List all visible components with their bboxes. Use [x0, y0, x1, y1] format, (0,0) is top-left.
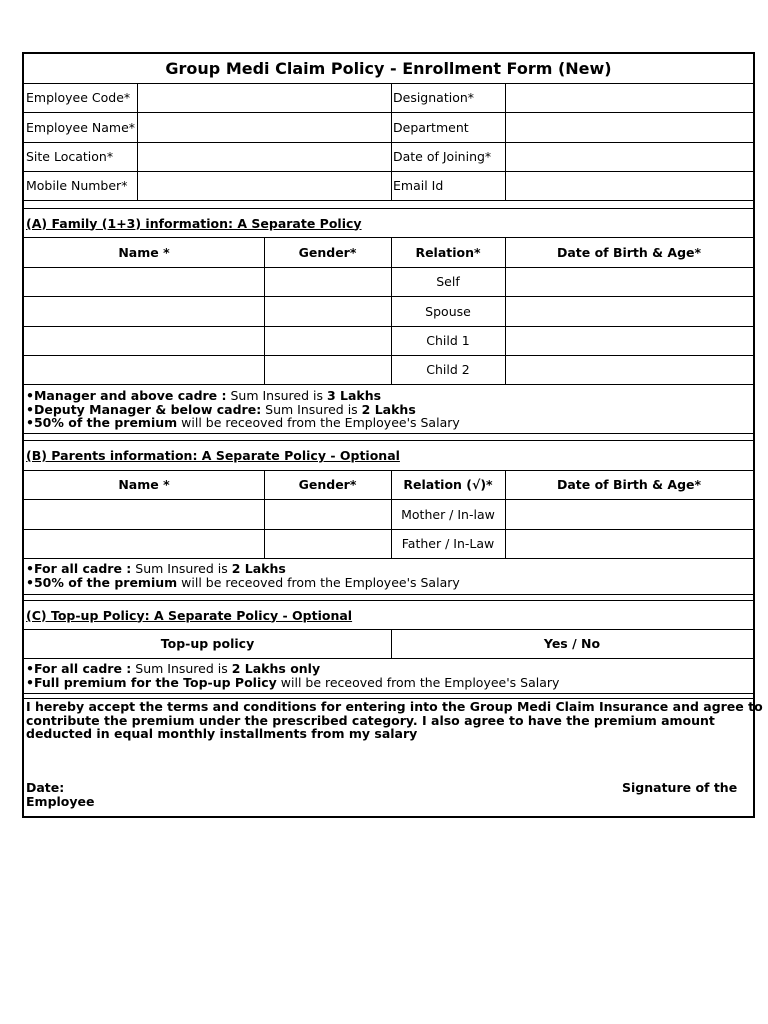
family-spouse-name-input[interactable]	[25, 297, 263, 325]
parents-father-name-input[interactable]	[25, 530, 263, 557]
parents-note-2: •50% of the premium will be receoved from the Employee's Salary	[26, 575, 460, 590]
date-label: Date:	[26, 780, 65, 795]
family-child1-gender-input[interactable]	[265, 327, 390, 354]
family-relation-child-1: Child 1	[426, 333, 470, 348]
email-id-label: Email Id	[393, 178, 444, 193]
family-child2-dob-input[interactable]	[506, 356, 752, 383]
topup-section-heading: (C) Top-up Policy: A Separate Policy - Optional	[26, 607, 353, 623]
topup-policy-label: Top-up policy	[160, 636, 255, 651]
site-location-label: Site Location*	[26, 149, 114, 164]
family-child2-gender-input[interactable]	[265, 356, 390, 383]
family-spouse-dob-input[interactable]	[506, 297, 752, 325]
topup-yes-no-field[interactable]: Yes / No	[543, 636, 601, 651]
parents-header-name: Name *	[118, 477, 170, 492]
parents-header-gender: Gender*	[298, 477, 357, 492]
employee-code-input[interactable]	[138, 84, 390, 111]
family-relation-self: Self	[436, 274, 460, 289]
parents-mother-name-input[interactable]	[25, 500, 263, 528]
declaration-line-3: deducted in equal monthly installments from my salary	[26, 726, 418, 741]
family-section-heading: (A) Family (1+3) information: A Separate Policy	[26, 215, 362, 231]
declaration-line-2: contribute the premium under the prescribed category. I also agree to have the premium amount	[26, 713, 715, 728]
employee-name-input[interactable]	[138, 113, 390, 141]
email-id-input[interactable]	[506, 172, 752, 199]
family-relation-spouse: Spouse	[425, 303, 471, 319]
parents-mother-gender-input[interactable]	[265, 500, 390, 528]
parents-relation-father: Father / In-Law	[401, 536, 495, 551]
parents-relation-mother: Mother / In-law	[401, 506, 495, 522]
date-of-joining-label: Date of Joining*	[393, 149, 492, 164]
family-relation-child-2: Child 2	[426, 362, 470, 377]
employee-name-label: Employee Name*	[26, 119, 136, 135]
family-spouse-gender-input[interactable]	[265, 297, 390, 325]
parents-mother-dob-input[interactable]	[506, 500, 752, 528]
family-note-3: •50% of the premium will be receoved from the Employee's Salary	[26, 415, 460, 430]
parents-section-heading: (B) Parents information: A Separate Policy - Optional	[26, 448, 400, 463]
family-note-2: •Deputy Manager & below cadre: Sum Insured is 2 Lakhs	[26, 402, 416, 417]
family-child1-name-input[interactable]	[25, 327, 263, 354]
department-input[interactable]	[506, 113, 752, 141]
mobile-number-label: Mobile Number*	[26, 178, 128, 193]
family-self-gender-input[interactable]	[265, 268, 390, 295]
family-note-1: •Manager and above cadre : Sum Insured is 3 Lakhs	[26, 388, 382, 403]
mobile-number-input[interactable]	[138, 172, 390, 199]
parents-father-dob-input[interactable]	[506, 530, 752, 557]
form-title: Group Medi Claim Policy - Enrollment Form (New)	[165, 59, 612, 78]
parents-header-relation: Relation (√)*	[403, 477, 493, 492]
topup-note-1: •For all cadre : Sum Insured is 2 Lakhs only	[26, 661, 321, 676]
topup-note-2: •Full premium for the Top-up Policy will be receoved from the Employee's Salary	[26, 675, 560, 690]
family-header-dob: Date of Birth & Age*	[556, 244, 702, 260]
signature-label: Signature of the	[622, 780, 738, 795]
family-child1-dob-input[interactable]	[506, 327, 752, 354]
parents-father-gender-input[interactable]	[265, 530, 390, 557]
family-header-relation: Relation*	[415, 244, 481, 260]
parents-header-dob: Date of Birth & Age*	[556, 477, 702, 492]
designation-input[interactable]	[506, 84, 752, 111]
family-header-name: Name *	[118, 244, 170, 260]
declaration-line-1: I hereby accept the terms and conditions for entering into the Group Medi Claim Insurance and agree to	[26, 699, 763, 714]
family-self-dob-input[interactable]	[506, 268, 752, 295]
enrollment-form	[22, 52, 763, 818]
designation-label: Designation*	[393, 90, 475, 105]
parents-note-1: •For all cadre : Sum Insured is 2 Lakhs	[26, 561, 286, 576]
date-of-joining-input[interactable]	[506, 143, 752, 170]
employee-code-label: Employee Code*	[26, 90, 131, 105]
department-label: Department	[393, 119, 469, 135]
site-location-input[interactable]	[138, 143, 390, 170]
employee-signature-label: Employee	[26, 794, 95, 809]
family-self-name-input[interactable]	[25, 268, 263, 295]
family-child2-name-input[interactable]	[25, 356, 263, 383]
family-header-gender: Gender*	[298, 244, 357, 260]
